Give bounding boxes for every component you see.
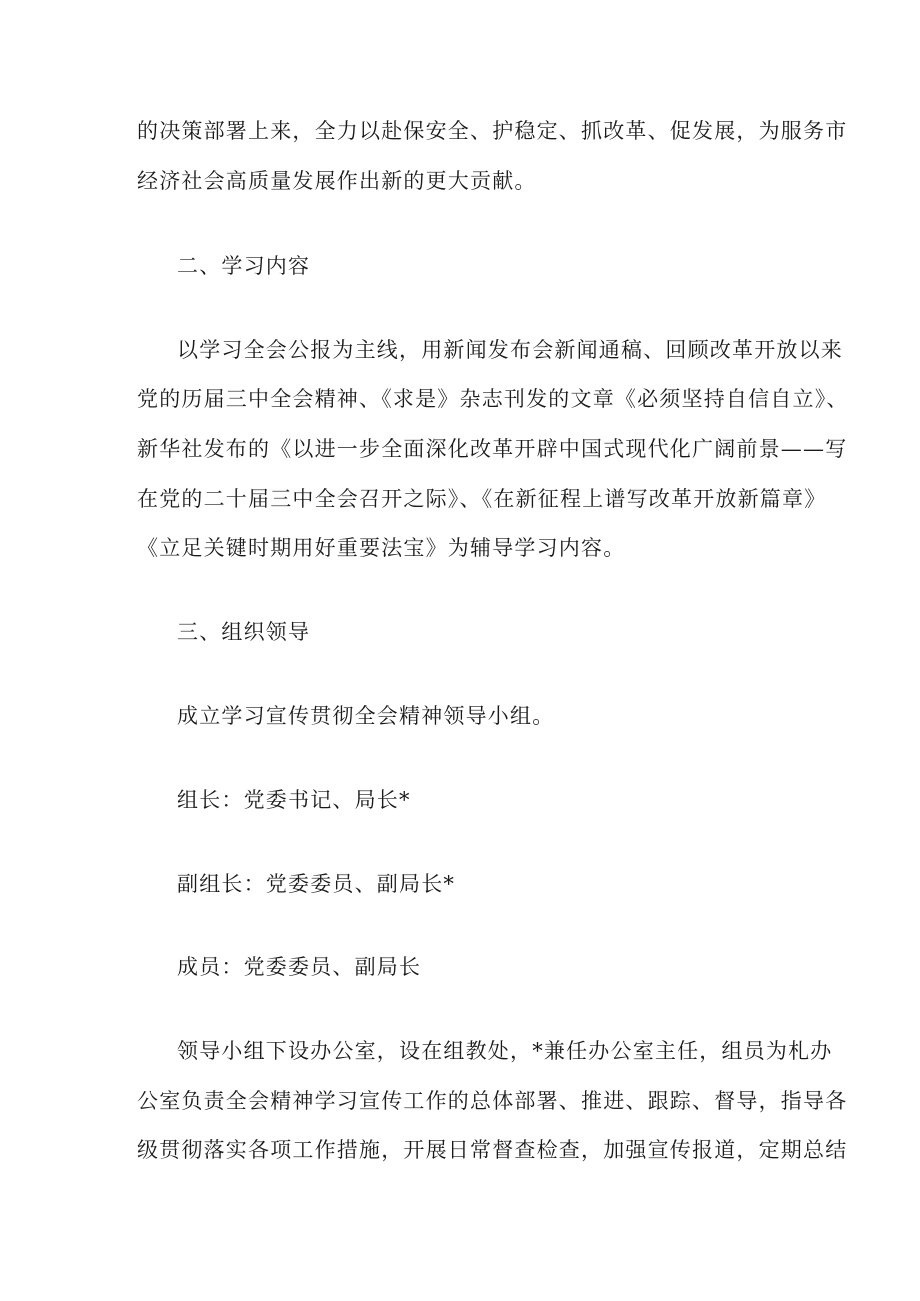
intro-line-2: 经济社会高质量发展作出新的更大贡献。 xyxy=(137,169,537,193)
office-line-3: 级贯彻落实各项工作措施，开展日常督查检查，加强宣传报道，定期总结 xyxy=(137,1138,848,1162)
office-line-2: 公室负责全会精神学习宣传工作的总体部署、推进、跟踪、督导，指导各 xyxy=(137,1089,848,1113)
study-content-line-3: 新华社发布的《以进一步全面深化改革开辟中国式现代化广阔前景——写 xyxy=(137,437,848,461)
org-deputy-leader: 副组长：党委委员、副局长* xyxy=(177,872,456,896)
study-content-line-2: 党的历届三中全会精神、《求是》杂志刊发的文章《必须坚持自信自立》、 xyxy=(137,387,849,411)
intro-line-1: 的决策部署上来，全力以赴保安全、护稳定、抓改革、促发展，为服务市 xyxy=(137,119,848,143)
org-members: 成员：党委委员、副局长 xyxy=(177,955,422,979)
office-line-1: 领导小组下设办公室，设在组教处，*兼任办公室主任，组员为札办 xyxy=(177,1039,833,1063)
study-content-line-1: 以学习全会公报为主线，用新闻发布会新闻通稿、回顾改革开放以来 xyxy=(177,338,843,362)
study-content-line-5: 《立足关键时期用好重要法宝》为辅导学习内容。 xyxy=(137,536,626,560)
section-heading-study-content: 二、学习内容 xyxy=(177,254,311,278)
study-content-line-4: 在党的二十届三中全会召开之际》、《在新征程上谱写改革开放新篇章》 xyxy=(137,487,827,511)
section-heading-organization: 三、组织领导 xyxy=(177,620,311,644)
org-leader: 组长：党委书记、局长* xyxy=(177,788,411,812)
org-intro: 成立学习宣传贯彻全会精神领导小组。 xyxy=(177,704,555,728)
